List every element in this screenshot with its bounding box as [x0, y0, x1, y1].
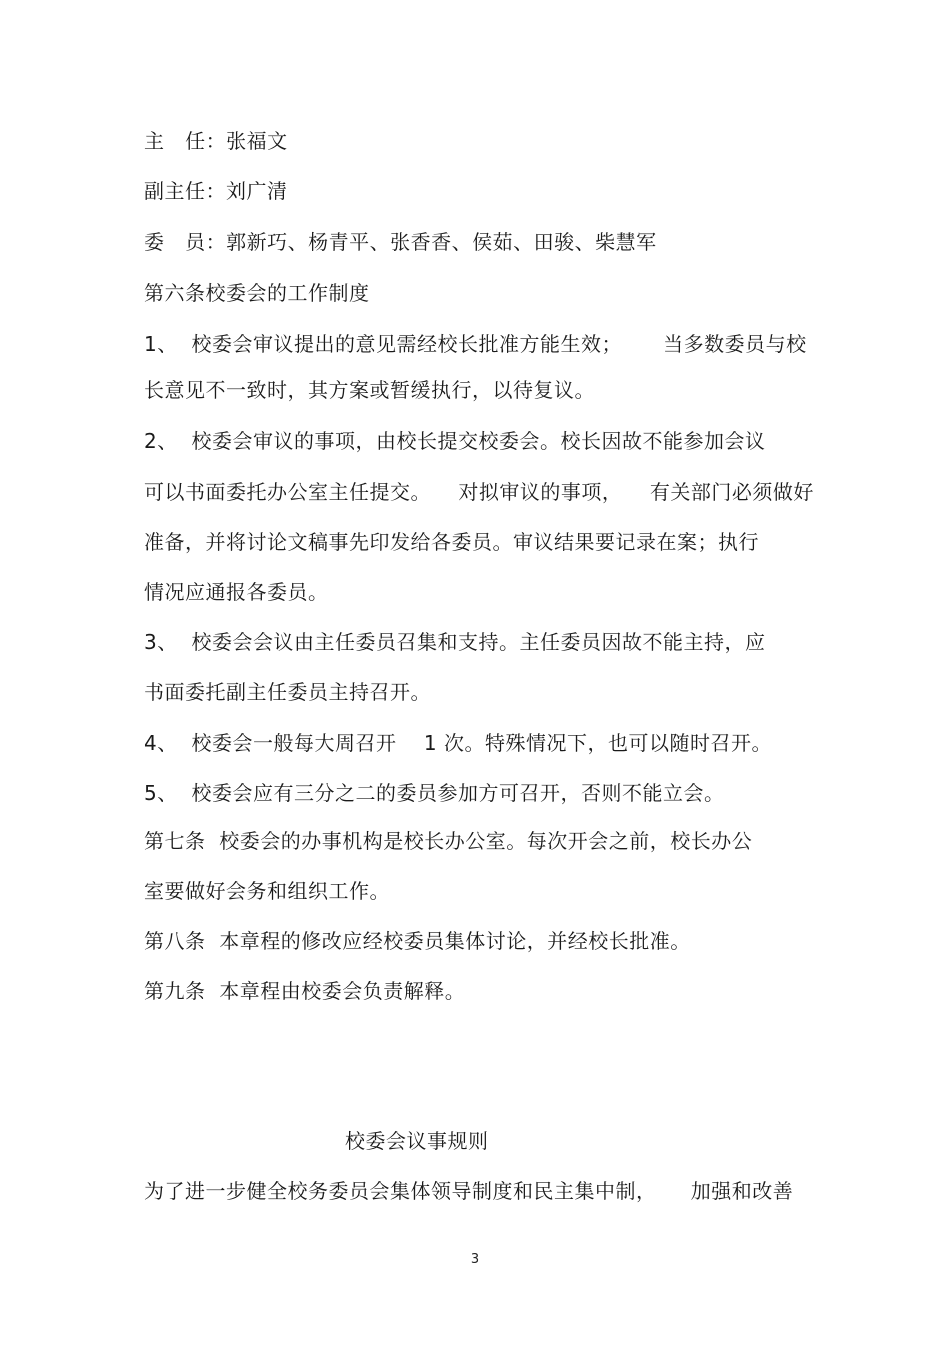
section-intro-line: 为了进一步健全校务委员会集体领导制度和民主集中制， 加强和改善 — [144, 1179, 794, 1203]
rule-3-line-1: 3、 校委会会议由主任委员召集和支持。主任委员因故不能主持，应 — [144, 630, 766, 654]
rule-2-line-3: 准备，并将讨论文稿事先印发给各委员。审议结果要记录在案；执行 — [144, 530, 759, 554]
rule-1-line-1: 1、 校委会审议提出的意见需经校长批准方能生效； 当多数委员与校 — [144, 332, 807, 356]
article-6-heading: 第六条校委会的工作制度 — [144, 281, 370, 305]
rule-1-line-2: 长意见不一致时，其方案或暂缓执行，以待复议。 — [144, 378, 595, 402]
rule-2-line-4: 情况应通报各委员。 — [144, 580, 329, 604]
rule-5-line: 5、 校委会应有三分之二的委员参加方可召开，否则不能立会。 — [144, 781, 725, 805]
members-line: 委 员：郭新巧、杨青平、张香香、侯茹、田骏、柴慧军 — [144, 230, 657, 254]
rule-2-line-2: 可以书面委托办公室主任提交。 对拟审议的事项， 有关部门必须做好 — [144, 480, 814, 504]
article-8-line: 第八条 本章程的修改应经校委员集体讨论，并经校长批准。 — [144, 929, 691, 953]
article-9-line: 第九条 本章程由校委会负责解释。 — [144, 979, 466, 1003]
deputy-director-line: 副主任：刘广清 — [144, 179, 288, 203]
rule-3-line-2: 书面委托副主任委员主持召开。 — [144, 680, 431, 704]
article-7-line-2: 室要做好会务和组织工作。 — [144, 879, 390, 903]
rule-2-line-1: 2、 校委会审议的事项，由校长提交校委会。校长因故不能参加会议 — [144, 429, 766, 453]
page-number: 3 — [470, 1252, 480, 1267]
rule-4-line: 4、 校委会一般每大周召开 1 次。特殊情况下，也可以随时召开。 — [144, 731, 772, 755]
director-line: 主 任：张福文 — [144, 129, 288, 153]
article-7-line-1: 第七条 校委会的办事机构是校长办公室。每次开会之前，校长办公 — [144, 829, 753, 853]
section-title: 校委会议事规则 — [345, 1129, 489, 1153]
